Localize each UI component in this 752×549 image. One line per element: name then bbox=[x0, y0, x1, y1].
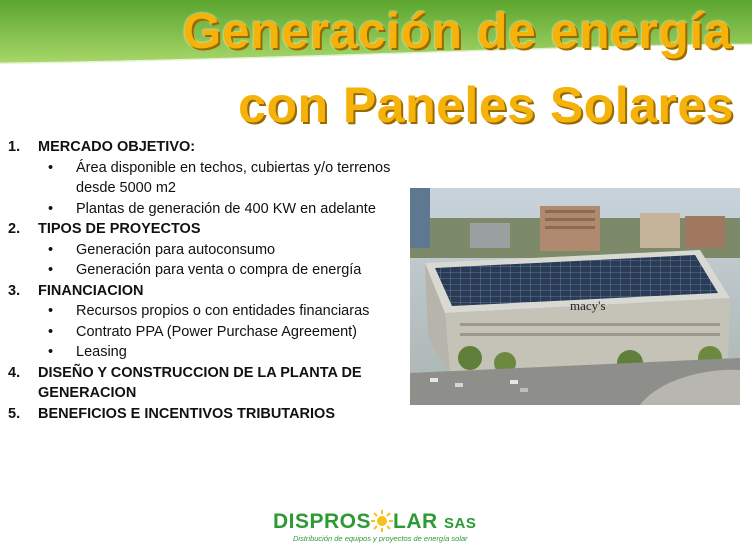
list-number: 5. bbox=[8, 405, 21, 422]
content-list bbox=[8, 137, 398, 424]
list-number: 4. bbox=[8, 364, 21, 381]
title-line-2: con Paneles Solares bbox=[238, 77, 734, 133]
section-heading: MERCADO OBJETIVO: bbox=[38, 139, 196, 155]
list-number: 1. bbox=[8, 139, 21, 155]
section-heading: FINANCIACION bbox=[38, 282, 144, 299]
list-number: 2. bbox=[8, 221, 21, 237]
store-sign: macy's bbox=[570, 298, 606, 313]
list-item-2 bbox=[8, 219, 398, 240]
section-heading: TIPOS DE PROYECTOS bbox=[38, 221, 201, 237]
logo-suffix: SAS bbox=[444, 515, 477, 532]
list-item-3 bbox=[8, 281, 398, 302]
rooftop-solar-photo bbox=[410, 188, 740, 405]
bullet-item: • Generación para autoconsumo bbox=[48, 241, 276, 258]
list-item-4 bbox=[8, 363, 398, 404]
company-logo bbox=[273, 510, 477, 546]
bullet-item: • Área disponible en techos, cubiertas y/o terrenos desde 5000 m2 bbox=[48, 159, 391, 196]
list-item-1 bbox=[8, 137, 398, 158]
sun-icon bbox=[371, 510, 393, 532]
list-item-5 bbox=[8, 404, 398, 425]
list-number: 3. bbox=[8, 282, 21, 299]
bullet-item: • Plantas de generación de 400 KW en adelante bbox=[48, 200, 376, 217]
title-line-1: Generación de energía bbox=[182, 3, 732, 59]
section-heading: DISEÑO Y CONSTRUCCION DE LA PLANTA DE GENERACION bbox=[38, 364, 362, 401]
section-heading: BENEFICIOS E INCENTIVOS TRIBUTARIOS bbox=[38, 405, 336, 422]
bullet-item: • Contrato PPA (Power Purchase Agreement) bbox=[48, 323, 358, 340]
bullet-item: • Leasing bbox=[48, 344, 127, 360]
bullet-item: • Generación para venta o compra de energía bbox=[48, 262, 362, 278]
bullet-item: • Recursos propios o con entidades financiaras bbox=[48, 303, 370, 319]
logo-part-2: LAR bbox=[393, 510, 438, 533]
logo-tagline: Distribución de equipos y proyectos de energía solar bbox=[293, 534, 468, 543]
logo-part-1: DISPROS bbox=[273, 510, 372, 533]
